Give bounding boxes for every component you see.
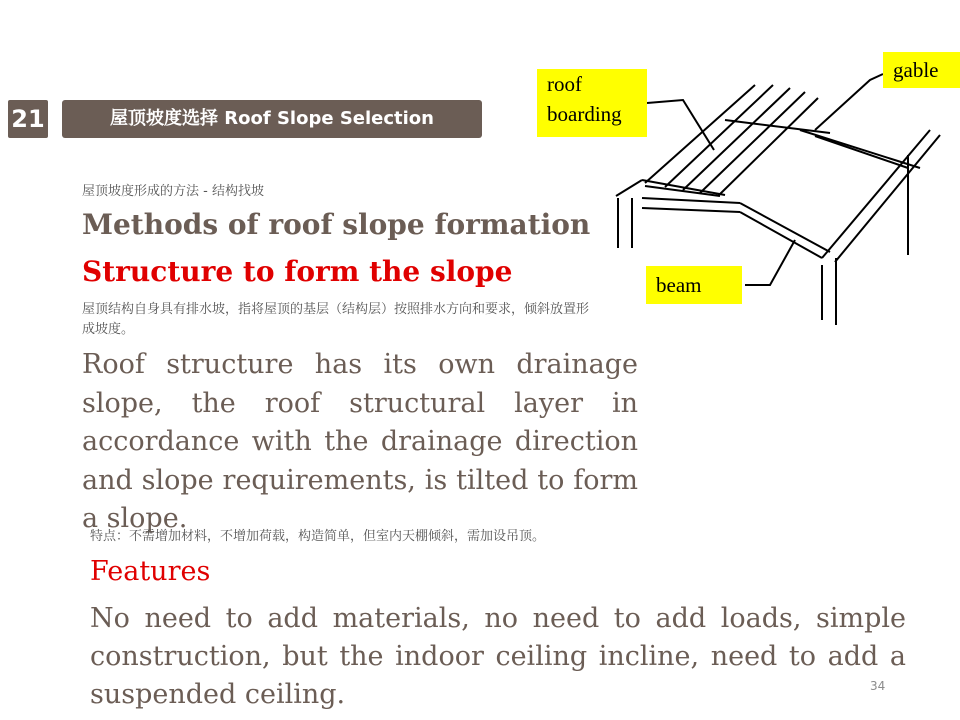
plank-5 [718,98,818,196]
beam-right-underside [740,212,822,258]
front-edge-left [616,180,642,196]
beam-left [642,198,740,203]
plank-3 [683,88,790,190]
plank-4 [700,92,805,193]
leader-roof-boarding [647,100,714,150]
features-heading: Features [90,556,211,587]
features-cn: 特点：不需增加材料，不增加荷载，构造简单，但室内天棚倾斜，需加设吊顶。 [90,529,546,544]
label-roof-boarding: roof boarding [537,69,647,137]
rear-slope [800,130,920,168]
slide-number-badge: 21 [8,100,48,138]
heading-structure: Structure to form the slope [82,255,513,288]
page-number: 34 [870,679,886,693]
description-en: Roof structure has its own drainage slope, the roof structural layer in accordance with the drainage direction and slope requirements, is tilted to form a slope. [82,349,638,534]
description-cn: 屋顶结构自身具有排水坡，指将屋顶的基层（结构层）按照排水方向和要求，倾斜放置形成坡度。 [82,302,590,337]
heading-methods: Methods of roof slope formation [82,208,591,241]
section-subtitle-cn: 屋顶坡度形成的方法 - 结构找坡 [82,184,264,199]
beam-left-underside [642,208,740,212]
label-gable: gable [883,52,960,88]
label-beam: beam [646,266,742,304]
ridge-line [725,120,830,133]
slide-title: 屋顶坡度选择 Roof Slope Selection [62,100,482,138]
rear-slope-2 [815,136,908,168]
plank-1 [645,85,755,183]
gable-wall-edge [822,130,930,258]
leader-gable [815,74,883,130]
features-description: No need to add materials, no need to add loads, simple construction, but the indoor ceiling incline, need to add a suspended ceiling. [90,603,906,710]
beam-right [740,203,830,252]
leader-beam [745,240,795,285]
gable-wall-top [835,135,940,262]
